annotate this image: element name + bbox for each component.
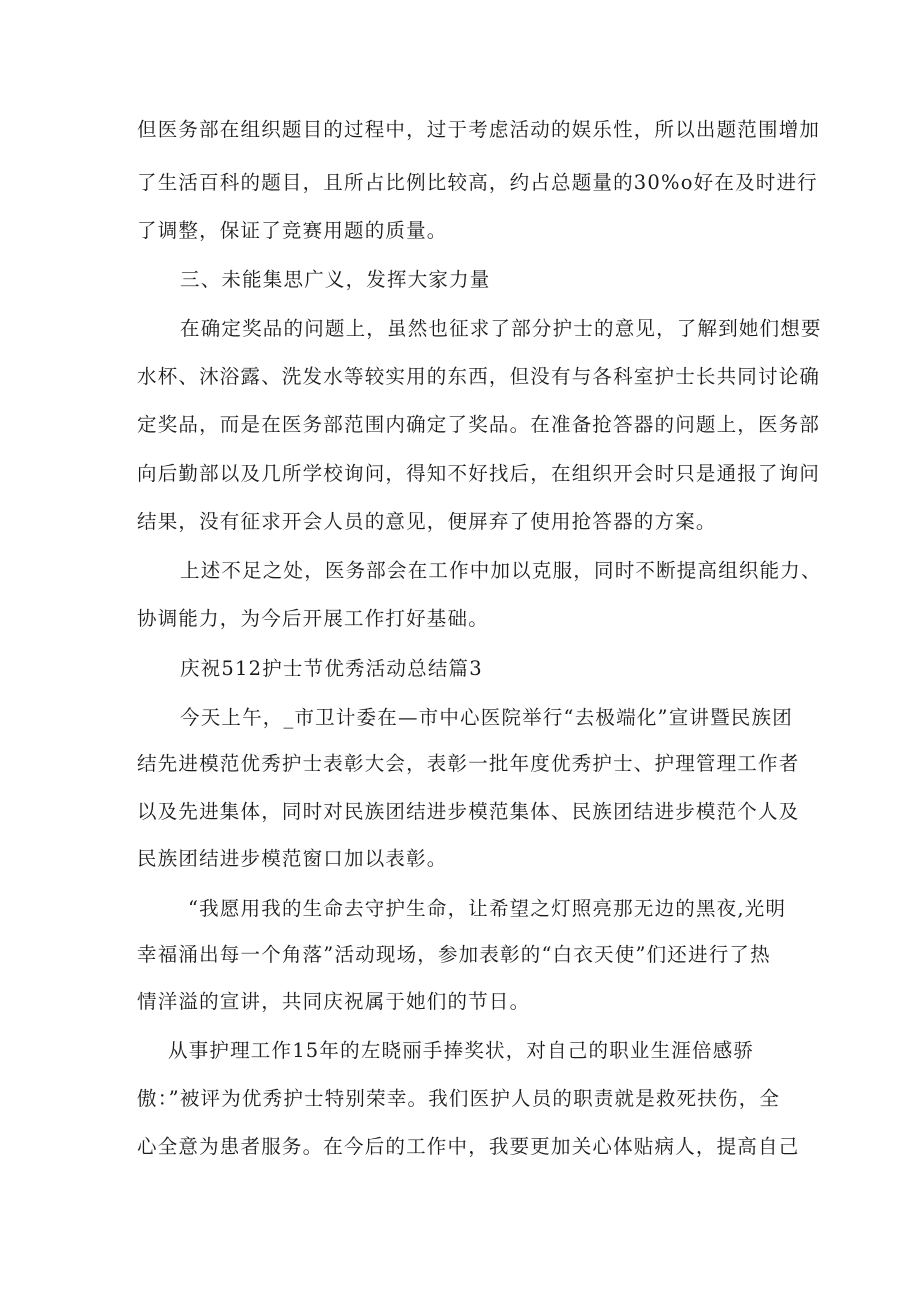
paragraph-line: 但医务部在组织题目的过程中，过于考虑活动的娱乐性，所以出题范围增加 [137, 118, 821, 141]
paragraph-line: 以及先进集体，同时对民族团结进步模范集体、民族团结进步模范个人及 [137, 800, 800, 823]
paragraph-line: 在确定奖品的问题上，虽然也征求了部分护士的意见，了解到她们想要 [180, 317, 822, 340]
section-heading: 三、未能集思广义，发挥大家力量 [180, 268, 491, 291]
paragraph-line: 结果，没有征求开会人员的意见，便屏弃了使用抢答器的方案。 [137, 510, 717, 533]
paragraph-line: 定奖品，而是在医务部范围内确定了奖品。在准备抢答器的问题上，医务部 [137, 413, 821, 436]
quote-line: “我愿用我的生命去守护生命，让希望之灯照亮那无边的黑夜,光明 [188, 897, 787, 920]
paragraph-line: 结先进模范优秀护士表彰大会，表彰一批年度优秀护士、护理管理工作者 [137, 752, 800, 775]
paragraph-line: 向后勤部以及几所学校询问，得知不好找后，在组织开会时只是通报了询问 [137, 462, 821, 485]
paragraph-line: 从事护理工作15年的左晓丽手捧奖状，对自己的职业生涯倍感骄 [168, 1039, 755, 1062]
paragraph-line: 了调整，保证了竞赛用题的质量。 [137, 219, 448, 242]
paragraph-line: 傲：”被评为优秀护士特别荣幸。我们医护人员的职责就是救死扶伤，全 [137, 1087, 781, 1110]
paragraph-line: 心全意为患者服务。在今后的工作中，我要更加关心体贴病人，提高自己 [137, 1135, 800, 1158]
paragraph-line: 幸福涌出每一个角落”活动现场，参加表彰的“白衣天使”们还进行了热 [137, 943, 771, 966]
paragraph-line: 今天上午，_市卫计委在—市中心医院举行“去极端化”宣讲暨民族团 [180, 706, 793, 729]
paragraph-line: 上述不足之处，医务部会在工作中加以克服，同时不断提高组织能力、 [180, 559, 822, 582]
paragraph-line: 了生活百科的题目，且所占比例比较高，约占总题量的30%o好在及时进行 [137, 171, 818, 194]
section-title: 庆祝512护士节优秀活动总结篇3 [180, 657, 483, 680]
paragraph-line: 情洋溢的宣讲，共同庆祝属于她们的节日。 [137, 990, 531, 1013]
paragraph-line: 民族团结进步模范窗口加以表彰。 [137, 847, 448, 870]
paragraph-line: 协调能力，为今后开展工作打好基础。 [137, 607, 489, 630]
paragraph-line: 水杯、沐浴露、洗发水等较实用的东西，但没有与各科室护士长共同讨论确 [137, 365, 821, 388]
